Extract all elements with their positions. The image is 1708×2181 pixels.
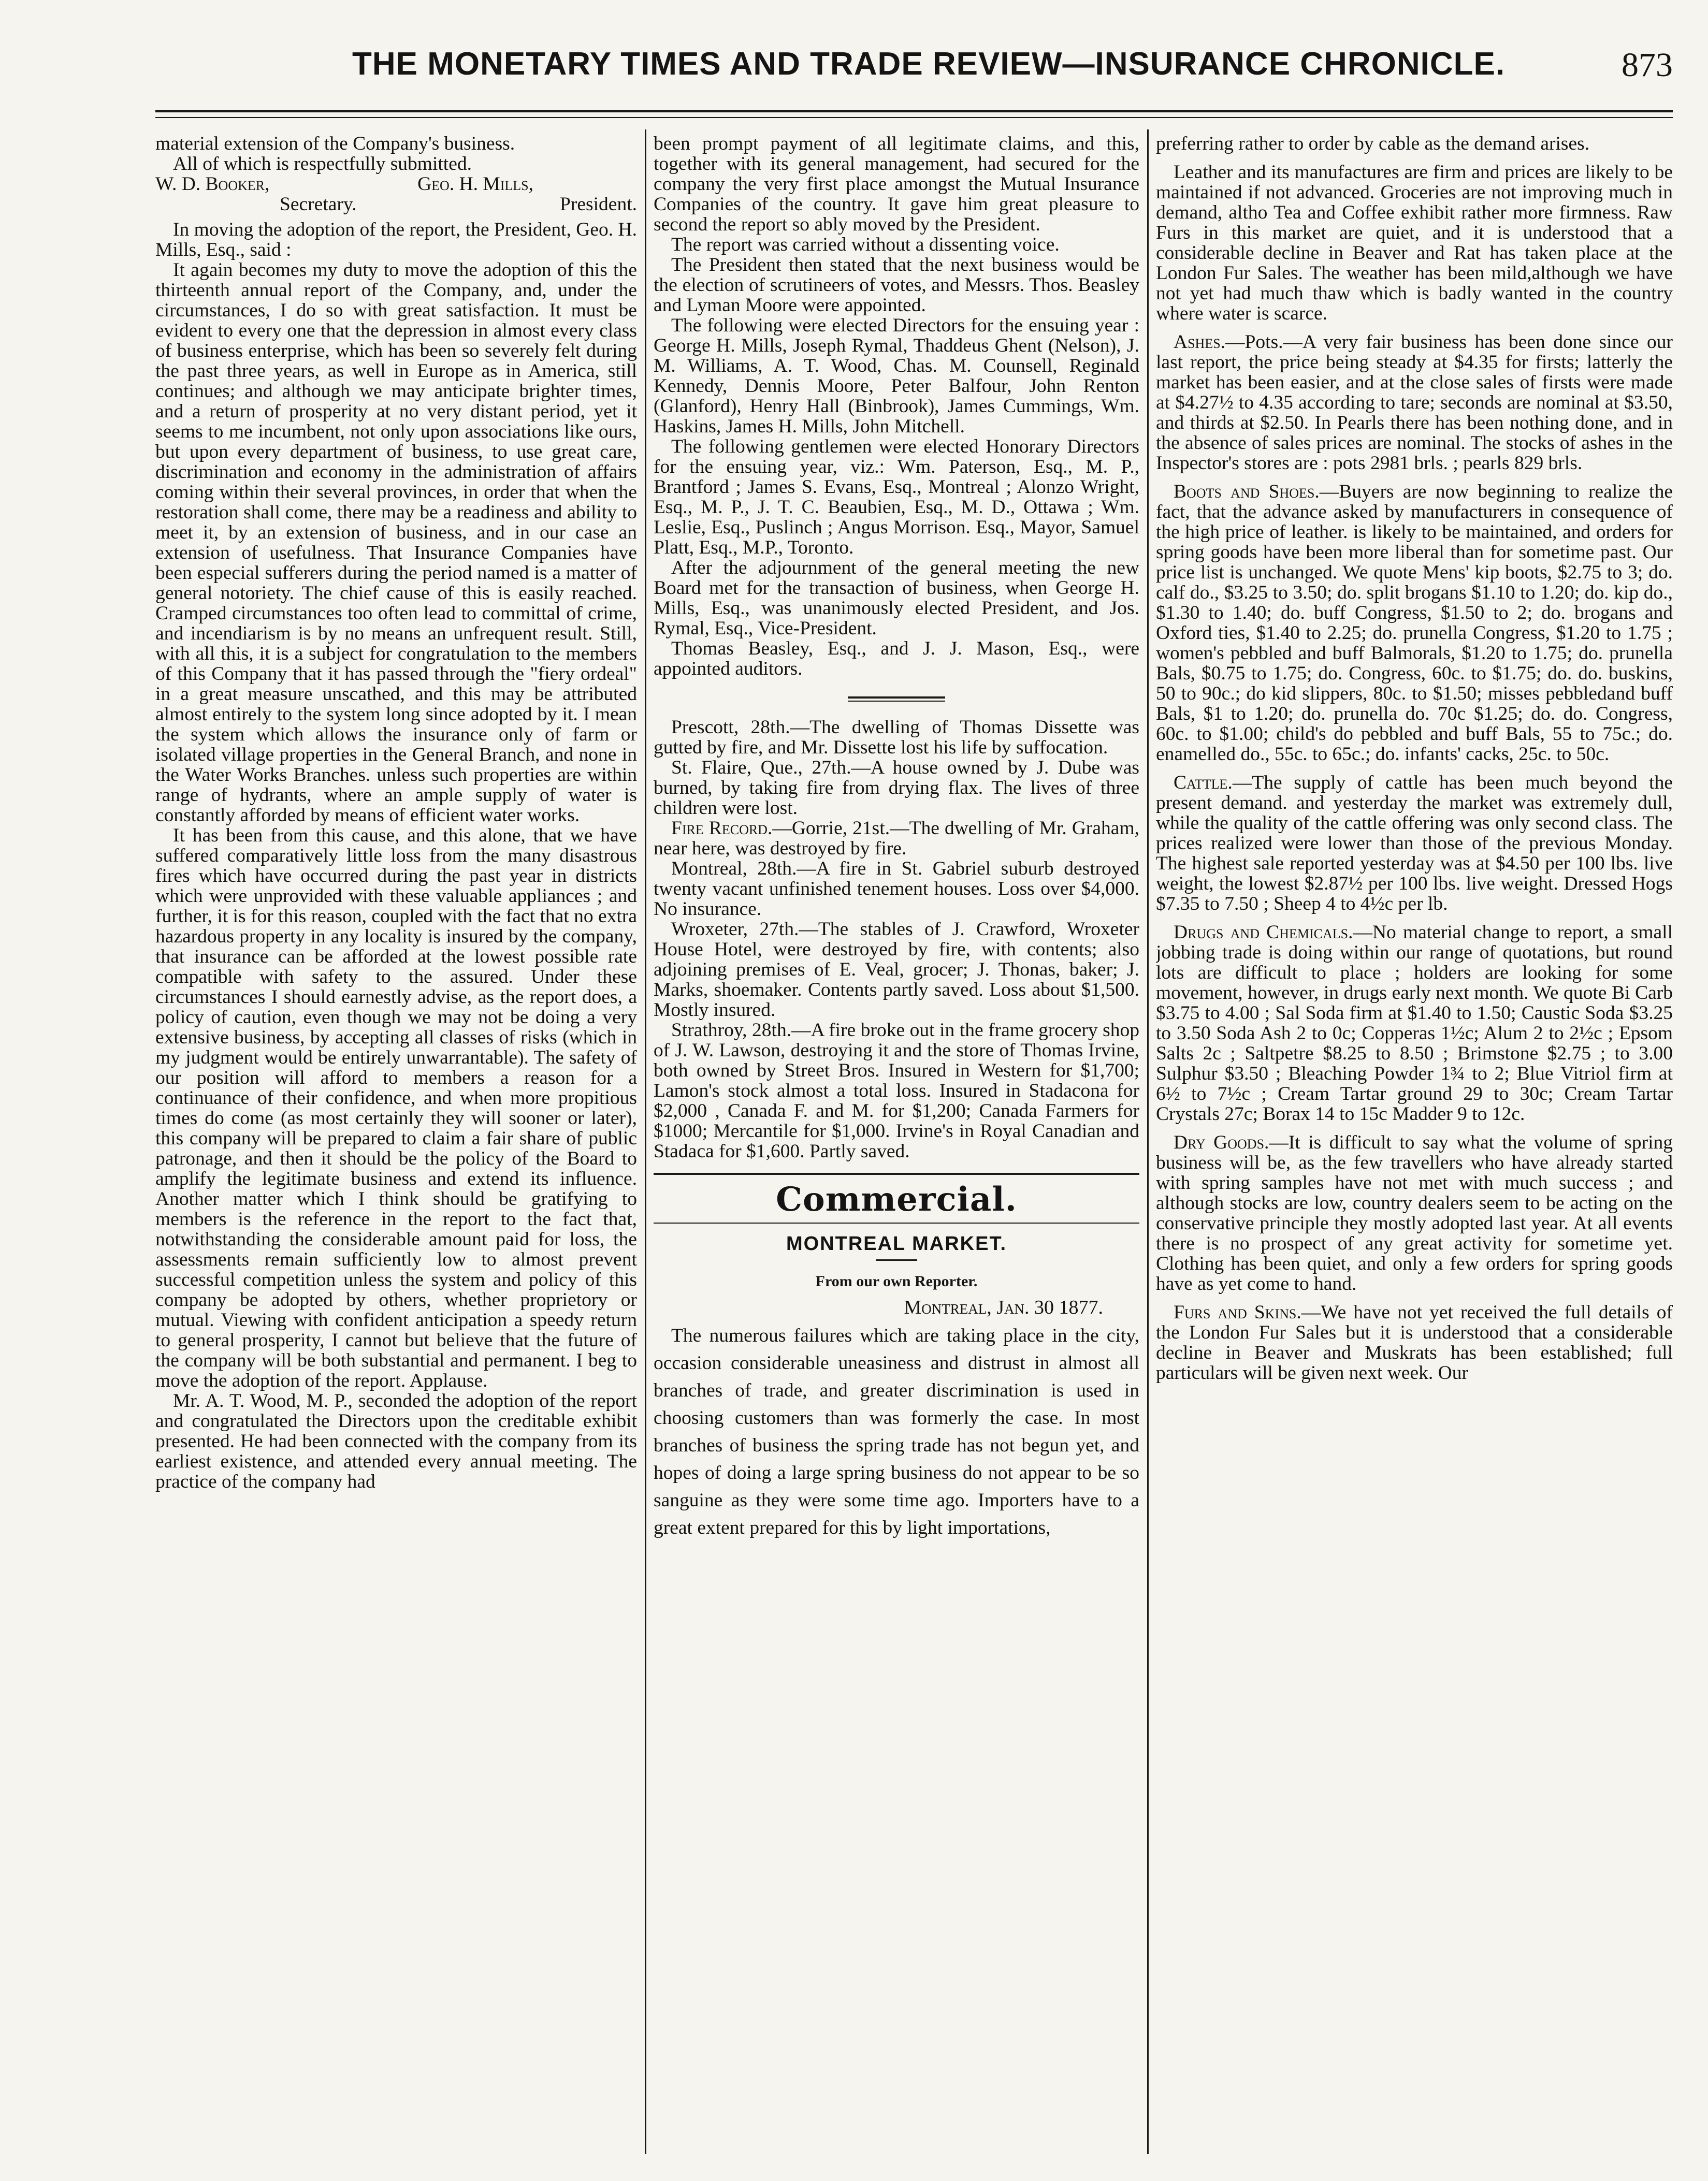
section-text: —Pots.—A very fair business has been done since our last report, the price being steady at $4.35 for firsts; latterly the market has been easier, and at the close sales of firsts were made at $4.27½ to 4.35 according to tare; seconds are nominal at $3.50, and thirds at $2.50. In Pearls there has been nothing done, and in the absence of sales prices are nominal. The stocks of ashes in the Inspector's stores are : pots 2981 brls. ; pearls 829 brls. [1156, 331, 1673, 474]
paragraph: Thomas Beasley, Esq., and J. J. Mason, Esq., were appointed auditors. [654, 638, 1139, 679]
paragraph: It has been from this cause, and this alone, that we have suffered comparatively little loss from the many disastrous fires which have occurred during the past year in districts which were unprovided with these valuable appliances ; and further, it is for this reason, coupled with the fact that no extra hazardous property in any locality is insured by the company, that insurance can be afforded at the lowest possible rate compatible with safety to the assured. Under these circumstances I should earnestly advise, as the report does, a policy of caution, even though we may not be doing a very extensive business, by accepting all classes of risks (which in my judgment would be entirely unwarrantable). The safety of our position will afford to members a reason for a continuance of their confidence, and when more propitious times do come (as most certainly they will sooner or later), this company will be prepared to claim a fair share of public patronage, and then it should be the policy of the Board to amplify the legitimate business and extend its influence. Another matter which I think should be gratifying to members is the reference in the report to the fact that, notwithstanding the considerable amount paid for loss, the assessments remain sufficiently low to almost prevent successful competition unless the system and policy of this company be adopted by others, whether proprietory or mutual. Viewing with confident anticipation a speedy return to general prosperity, I cannot but believe that the future of the company will be both substantial and permanent. I beg to move the adoption of the report. Applause. [155, 825, 637, 1391]
section-text: —We have not yet received the full details of the London Fur Sales but it is understood that a considerable decline in Beaver and Muskrats has been established; full particulars will be given next week. Our [1156, 1302, 1673, 1384]
fire-item: St. Flaire, Que., 27th.—A house owned by J. Dube was burned, by taking fire from drying flax. The lives of three children were lost. [654, 757, 1139, 819]
paragraph: In moving the adoption of the report, the President, Geo. H. Mills, Esq., said : [155, 219, 637, 260]
fire-item: Montreal, 28th.—A fire in St. Gabriel suburb destroyed twenty vacant unfinished tenement houses. Loss over $4,000. No insurance. [654, 858, 1139, 920]
paragraph: The following gentlemen were elected Honorary Directors for the ensuing year, viz.: Wm. Paterson, Esq., M. P., Brantford ; James S. Evans, Esq., Montreal ; Alonzo Wright, Esq., M. P., J. T. C. Beaubien, Esq., M. D., Ottawa ; Wm. Leslie, Esq., Puslinch ; Angus Morrison. Esq., Mayor, Samuel Platt, Esq., M.P., Toronto. [654, 436, 1139, 558]
fire-record-text: —Gorrie, 21st.—The dwelling of Mr. Graham, near here, was destroyed by fire. [654, 818, 1139, 859]
header-rule-thin [155, 117, 1673, 118]
section-lead: Boots and Shoes. [1174, 481, 1320, 502]
paragraph: been prompt payment of all legitimate claims, and this, together with its general management, had secured for the company the very first place amongst the Mutual Insurance Companies of the country. It gave him great pleasure to second the report so ably moved by the President. [654, 134, 1139, 235]
fire-record-lead: Fire Record. [671, 818, 773, 839]
market-dry-goods [1156, 1132, 1673, 1294]
paragraph: The President then stated that the next business would be the election of scrutineers of votes, and Messrs. Thos. Beasley and Lyman Moore were appointed. [654, 254, 1139, 316]
signatory-name: Geo. H. Mills, [417, 173, 533, 195]
paragraph: All of which is respectfully submitted. [173, 153, 472, 175]
market-cattle [1156, 773, 1673, 914]
commercial-heading: Commercial. [776, 1180, 1017, 1219]
page-number: 873 [1622, 46, 1673, 84]
market-furs-skins [1156, 1302, 1673, 1383]
reporter-credit: From our own Reporter. [815, 1273, 978, 1290]
section-separator [654, 690, 1139, 709]
market-drugs [1156, 922, 1673, 1124]
section-lead: Cattle. [1174, 772, 1233, 793]
column-right [1156, 134, 1673, 2153]
paragraph: The report was carried without a dissenting voice. [671, 234, 1060, 255]
signature-titles [155, 194, 637, 214]
fire-item: Strathroy, 28th.—A fire broke out in the frame grocery shop of J. W. Lawson, destroying it and the store of Thomas Irvine, both owned by Street Bros. Insured in Western for $1,700; Lamon's stock almost a total loss. Insured in Stadacona for $2,000 , Canada F. and M. for $1,200; Canada Farmers for $1000; Mercantile for $1,000. Irvine's in Royal Canadian and Stadaca for $1,600. Partly saved. [654, 1020, 1139, 1162]
market-boots-shoes [1156, 482, 1673, 764]
signatory-title: Secretary. [280, 194, 357, 215]
signatory-title: President. [560, 194, 637, 215]
section-text: —It is difficult to say what the volume of spring business will be, as the few travellers who have already started with spring samples have not met with much success ; and although stocks are low, country dealers seem to be acting on the conservative principle they mostly adopted last year. At all events there is no prospect of any great activity for sometime yet. Clothing has been quiet, and only a few orders for spring goods have as yet come to hand. [1156, 1132, 1673, 1295]
signature-line [155, 174, 637, 194]
fire-item: Prescott, 28th.—The dwelling of Thomas Dissette was gutted by fire, and Mr. Dissette lost his life by suffocation. [654, 717, 1139, 758]
section-lead: Dry Goods. [1174, 1132, 1269, 1153]
header-rule-thick [155, 110, 1673, 112]
paragraph: material extension of the Company's business. [155, 134, 515, 154]
page-header [155, 46, 1673, 92]
paragraph: Mr. A. T. Wood, M. P., seconded the adoption of the report and congratulated the Directors upon the creditable exhibit presented. He had been connected with the company from its earliest existence, and attended every annual meeting. The practice of the company had [155, 1390, 637, 1492]
market-heading: MONTREAL MARKET. [786, 1233, 1007, 1255]
section-lead: Furs and Skins. [1174, 1302, 1301, 1323]
heading-dash [876, 1259, 917, 1261]
section-text: —Buyers are now beginning to realize the fact, that the advance asked by manufacturers in consequence of the high price of leather. is likely to be maintained, and orders for spring goods have been more liberal than for sometime past. Our price list is unchanged. We quote Mens' kip boots, $2.75 to 3; do. calf do., $3.25 to 3.50; do. split brogans $1.10 to 1.20; do. kip do., $1.30 to 1.40; do. buff Congress, $1.50 to 2; do. brogans and Oxford ties, $1.40 to 2.25; do. prunella Congress, $1.20 to 1.75 ; women's pebbled and buff Balmorals, $1.20 to 1.75; do. prunella Bals, $0.75 to 1.75; do. Congress, 60c. to $1.75; do. do. buskins, 50 to 90c.; do kid slippers, 80c. to $1.50; misses pebbledand buff Bals, $1 to 1.20; do. prunella do. 70c $1.25; do. do. Congress, 60c. to $1.00; child's do pebbled and buff Bals, 55 to 75c.; do. enamelled do., 55c. to 65c.; do. infants' cacks, 25c. to 50c. [1156, 481, 1673, 765]
section-lead: Drugs and Chemicals. [1174, 922, 1353, 943]
market-ashes [1156, 332, 1673, 473]
paragraph: After the adjournment of the general meeting the new Board met for the transaction of business, when George H. Mills, Esq., was unanimously elected President, and Jos. Rymal, Esq., Vice-President. [654, 557, 1139, 639]
section-text: —The supply of cattle has been much beyond the present demand. and yesterday the market was extremely dull, while the quality of the cattle offering was only second class. The prices realized were lower than those of the previous Monday. The highest sale reported yesterday was at $4.50 per 100 lbs. live weight, the lowest $2.87½ per 100 lbs. live weight. Dressed Hogs $7.35 to 7.50 ; Sheep 4 to 4½c per lb. [1156, 772, 1673, 914]
section-lead: Ashes. [1174, 331, 1226, 353]
dateline: Montreal, Jan. 30 1877. [904, 1297, 1103, 1318]
section-rule [654, 1173, 1139, 1175]
market-paragraph: The numerous failures which are taking place in the city, occasion considerable uneasiness and distrust in almost all branches of trade, and greater discrimination is used in choosing customers than was formerly the case. In most branches of business the spring trade has not begun yet, and hopes of doing a large spring business do not appear to be so sanguine as they were some time ago. Importers have to a great extent prepared for this by light importations, [654, 1325, 1139, 1538]
section-text: —No material change to report, a small jobbing trade is doing within our range of quotations, but round lots are difficult to place ; holders are looking for some movement, however, in drugs early next month. We quote Bi Carb $3.75 to 4.00 ; Sal Soda firm at $1.40 to 1.50; Caustic Soda $3.25 to 3.50 Soda Ash 2 to 0c; Copperas 1½c; Alum 2 to 2½c ; Epsom Salts 2c ; Saltpetre $8.25 to 8.50 ; Brimstone $2.75 ; to 3.00 Sulphur $3.50 ; Bleaching Powder 1¾ to 2; Blue Vitriol firm at 6½ to 7½c ; Cream Tartar ground 29 to 30c; Cream Tartar Crystals 27c; Borax 14 to 15c Madder 9 to 12c. [1156, 922, 1673, 1125]
section-rule-thin [654, 1223, 1139, 1224]
fire-record-item [654, 818, 1139, 859]
column-divider-1 [645, 129, 646, 2154]
paragraph: The following were elected Directors for the ensuing year : George H. Mills, Joseph Rymal, Thaddeus Ghent (Nelson), J. M. Williams, A. T. Wood, Chas. M. Counsell, Reginald Kennedy, Dennis Moore, Peter Balfour, John Renton (Glanford), Henry Hall (Binbrook), James Cummings, Wm. Haskins, James H. Mills, John Mitchell. [654, 315, 1139, 437]
paragraph: Leather and its manufactures are firm and prices are likely to be maintained if not advanced. Groceries are not improving much in demand, altho Tea and Coffee exhibit rather more firmness. Raw Furs in this market are quiet, and it is understood that a considerable decline in Beaver and Rat has taken place at the London Fur Sales. The weather has been mild,although we have not yet had much thaw which is badly wanted in the country where water is scarce. [1156, 162, 1673, 324]
masthead-title: THE MONETARY TIMES AND TRADE REVIEW—INSURANCE CHRONICLE. [352, 46, 1506, 82]
paragraph: preferring rather to order by cable as the demand arises. [1156, 134, 1590, 154]
signatory-name: W. D. Booker, [155, 173, 270, 195]
paragraph: It again becomes my duty to move the adoption of this the thirteenth annual report of the Company, and, under the circumstances, I do so with great satisfaction. It must be evident to every one that the depression in almost every class of business enterprise, which has been so severely felt during the past three years, as well in Europe as in America, still continues; and although we may anticipate brighter times, and a return of prosperity at no very distant period, yet it seems to me incumbent, not only upon associations like ours, but upon every department of business, to use great care, discrimination and economy in the administration of affairs coming within their several provinces, in order that when the restoration shall come, there may be a readiness and ability to meet it, by an extension of business, and in our case an extension of usefulness. That Insurance Companies have been especial sufferers during the period named is a matter of general notoriety. The chief cause of this is easily reached. Cramped circumstances too often lead to committal of crime, and incendiarism is by no means an unfrequent result. Still, with all this, it is a subject for congratulation to the members of this Company that it has passed through the "fiery ordeal" in a great measure unscathed, and this may be attributed almost entirely to the system long since adopted by it. I mean the system which allows the insurance only of farm or isolated village properties in the General Branch, and none in the Water Works Branches. unless such properties are within range of hydrants, where an ample supply of water is constantly afforded by means of efficient water works. [155, 259, 637, 826]
column-divider-2 [1147, 129, 1149, 2154]
fire-item: Wroxeter, 27th.—The stables of J. Crawford, Wroxeter House Hotel, were destroyed by fire, with contents; also adjoining premises of E. Veal, grocer; J. Thonas, baker; J. Marks, shoemaker. Contents partly saved. Loss about $1,500. Mostly insured. [654, 919, 1139, 1021]
column-middle [654, 134, 1139, 2153]
column-left [155, 134, 637, 2153]
